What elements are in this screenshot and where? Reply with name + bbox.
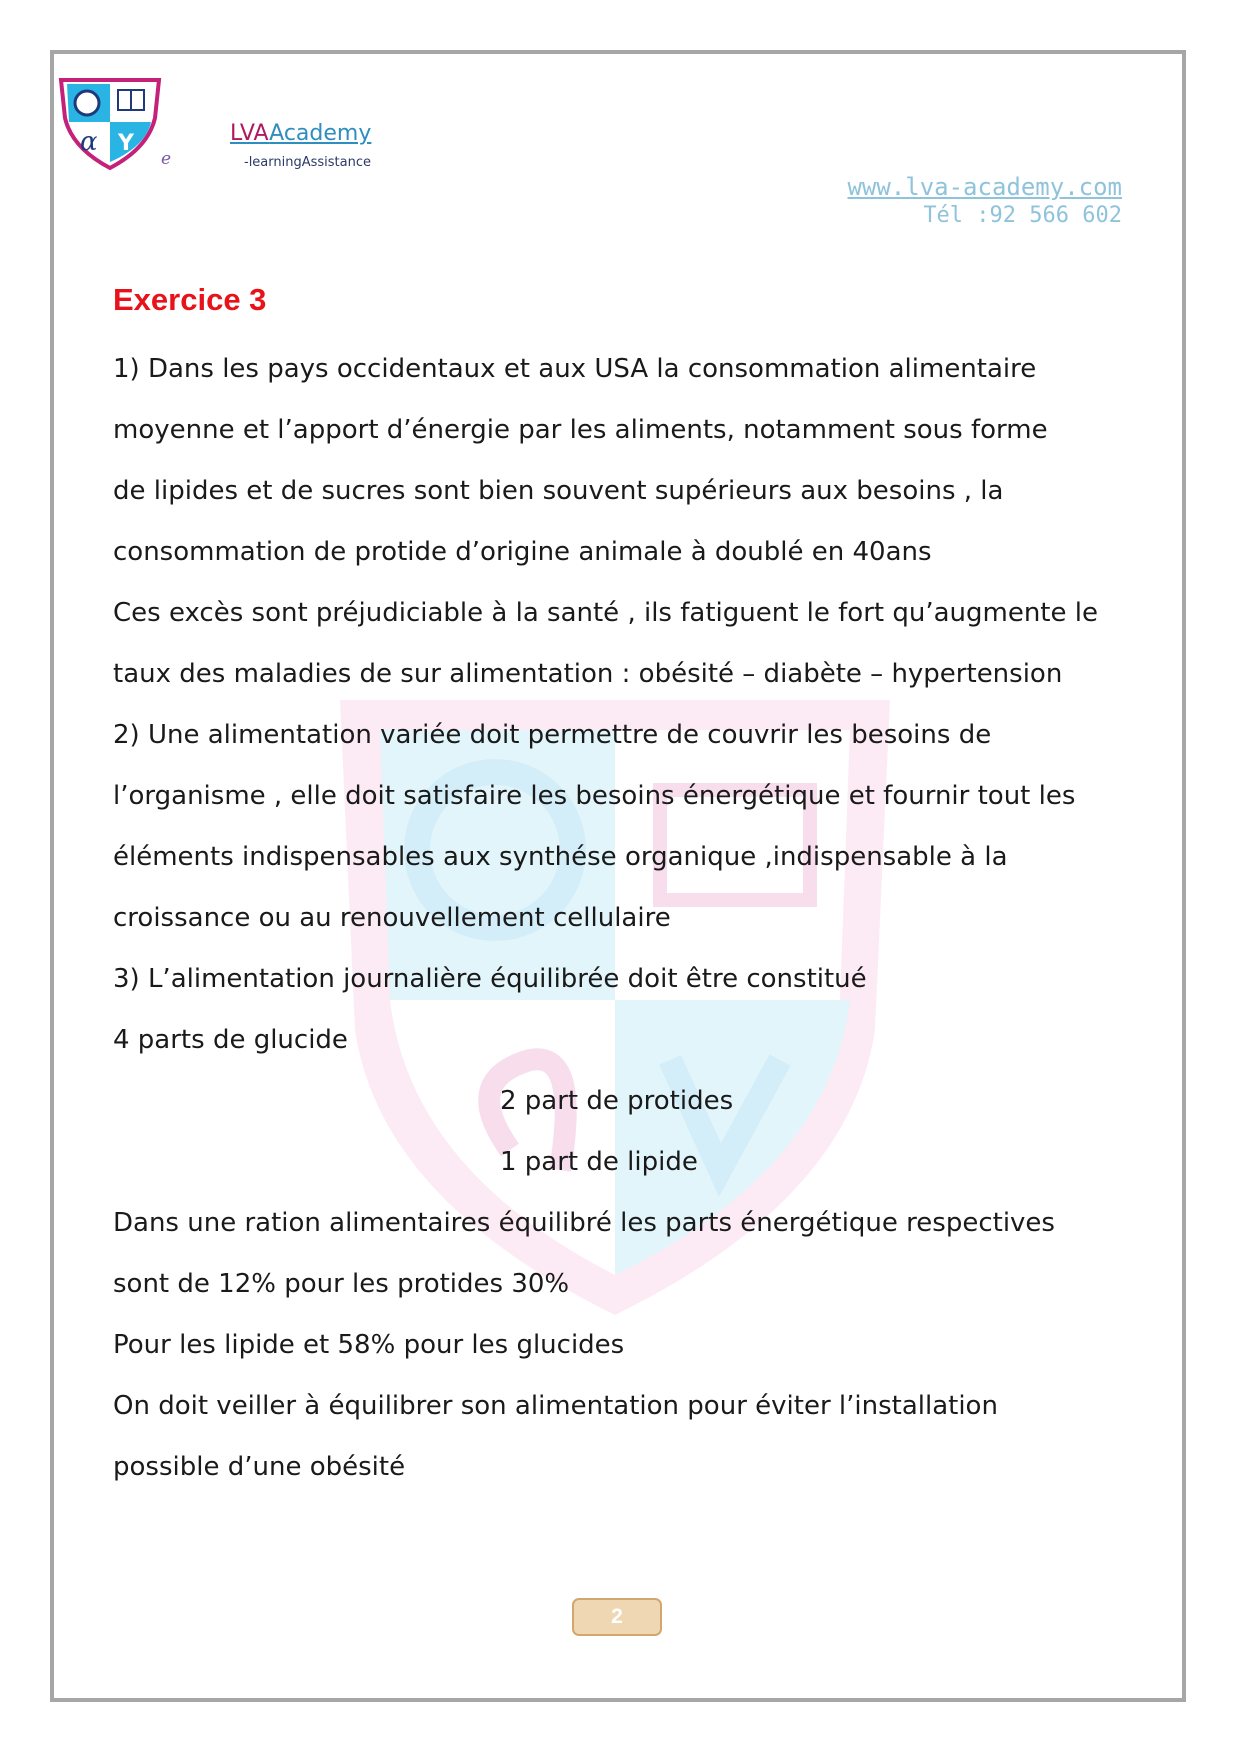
text-line: moyenne et l’apport d’énergie par les aliments, notamment sous forme [113, 415, 1048, 445]
text-line: On doit veiller à équilibrer son alimentation pour éviter l’installation [113, 1391, 998, 1421]
text-line: éléments indispensables aux synthése organique ,indispensable à la [113, 842, 1008, 872]
text-line: 1) Dans les pays occidentaux et aux USA la consommation alimentaire [113, 354, 1037, 384]
text-line: Dans une ration alimentaires équilibré les parts énergétique respectives [113, 1208, 1055, 1238]
text-line: croissance ou au renouvellement cellulaire [113, 903, 671, 933]
exercise-title: Exercice 3 [113, 282, 267, 317]
brand-lva: LVA [230, 121, 270, 146]
text-line: Pour les lipide et 58% pour les glucides [113, 1330, 625, 1360]
phone-number: Tél :92 566 602 [923, 203, 1122, 228]
text-line: 3) L’alimentation journalière équilibrée doit être constitué [113, 964, 867, 994]
text-line: 1 part de lipide [500, 1147, 698, 1177]
text-line: 2) Une alimentation variée doit permettre de couvrir les besoins de [113, 720, 992, 750]
page-number: 2 [572, 1598, 662, 1636]
brand-academy: Academy [269, 121, 372, 146]
text-line: l’organisme , elle doit satisfaire les besoins énergétique et fournir tout les [113, 781, 1076, 811]
text-line: possible d’une obésité [113, 1452, 406, 1482]
text-line: Ces excès sont préjudiciable à la santé , ils fatiguent le fort qu’augmente le [113, 598, 1098, 628]
text-line: de lipides et de sucres sont bien souvent supérieurs aux besoins , la [113, 476, 1004, 506]
svg-text:α: α [80, 127, 98, 157]
contact-block [847, 172, 1122, 230]
logo-e-letter: e [161, 149, 172, 169]
text-line: sont de 12% pour les protides 30% [113, 1269, 570, 1299]
text-line: consommation de protide d’origine animale à doublé en 40ans [113, 537, 932, 567]
website-link[interactable]: www.lva-academy.com [847, 173, 1122, 201]
lva-shield-logo [58, 78, 162, 170]
svg-text:Y: Y [118, 131, 134, 156]
text-line: 2 part de protides [500, 1086, 734, 1116]
brand-tagline: -learningAssistance [244, 155, 371, 170]
brand-name[interactable] [230, 120, 371, 148]
text-line: 4 parts de glucide [113, 1025, 348, 1055]
text-line: taux des maladies de sur alimentation : obésité – diabète – hypertension [113, 659, 1063, 689]
